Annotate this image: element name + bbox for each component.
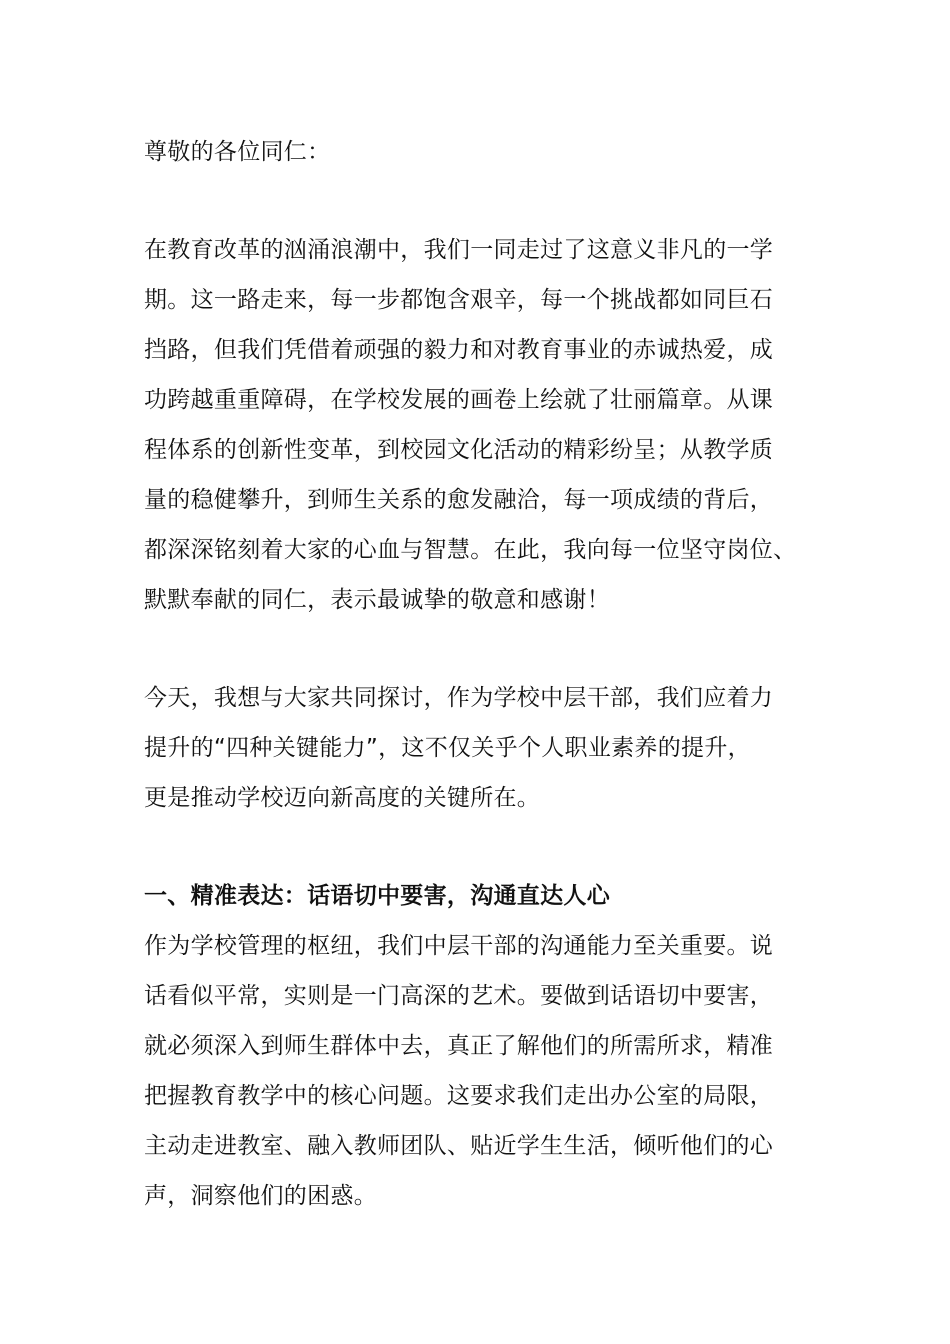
paragraph-2-line-1: 今天，我想与大家共同探讨，作为学校中层干部，我们应着力 [144, 685, 774, 711]
paragraph-3-line-2: 话看似平常，实则是一门高深的艺术。要做到话语切中要害， [144, 983, 774, 1009]
paragraph-1-line-6: 量的稳健攀升，到师生关系的愈发融洽，每一项成绩的背后， [144, 487, 774, 513]
salutation: 尊敬的各位同仁： [144, 139, 331, 165]
paragraph-3-line-5: 主动走进教室、融入教师团队、贴近学生生活，倾听他们的心 [144, 1133, 774, 1159]
section-1-heading: 一、精准表达：话语切中要害，沟通直达人心 [144, 883, 610, 909]
paragraph-1-line-3: 挡路，但我们凭借着顽强的毅力和对教育事业的赤诚热爱，成 [144, 337, 774, 363]
paragraph-1-line-4: 功跨越重重障碍，在学校发展的画卷上绘就了壮丽篇章。从课 [144, 387, 774, 413]
paragraph-3-line-6: 声，洞察他们的困惑。 [144, 1183, 377, 1209]
paragraph-1-line-7: 都深深铭刻着大家的心血与智慧。在此，我向每一位坚守岗位、 [144, 537, 797, 563]
paragraph-1-line-2: 期。这一路走来，每一步都饱含艰辛，每一个挑战都如同巨石 [144, 287, 774, 313]
paragraph-3-line-4: 把握教育教学中的核心问题。这要求我们走出办公室的局限， [144, 1083, 774, 1109]
paragraph-2-line-3: 更是推动学校迈向新高度的关键所在。 [144, 785, 541, 811]
paragraph-3-line-3: 就必须深入到师生群体中去，真正了解他们的所需所求，精准 [144, 1033, 774, 1059]
paragraph-1-line-1: 在教育改革的汹涌浪潮中，我们一同走过了这意义非凡的一学 [144, 237, 774, 263]
paragraph-3-line-1: 作为学校管理的枢纽，我们中层干部的沟通能力至关重要。说 [144, 933, 774, 959]
paragraph-1-line-5: 程体系的创新性变革，到校园文化活动的精彩纷呈；从教学质 [144, 437, 774, 463]
paragraph-2-line-2: 提升的“四种关键能力”，这不仅关乎个人职业素养的提升， [144, 735, 751, 761]
paragraph-1-line-8: 默默奉献的同仁，表示最诚挚的敬意和感谢！ [144, 587, 610, 613]
